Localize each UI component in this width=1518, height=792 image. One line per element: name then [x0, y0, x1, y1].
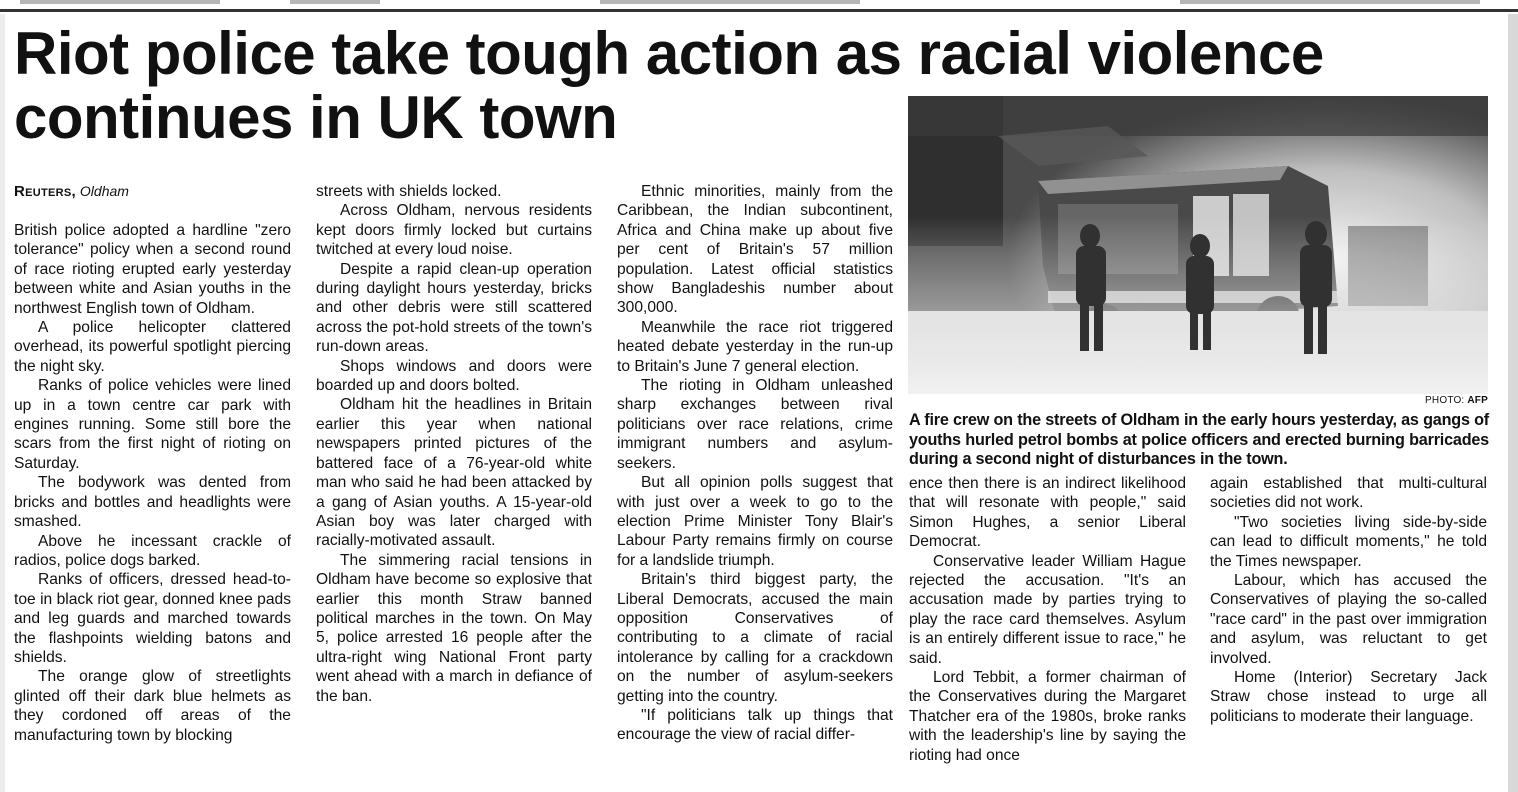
article-column-5 — [1210, 474, 1487, 726]
news-photo-fire-engine — [908, 96, 1488, 394]
paragraph: Conservative leader William Hague rejected the accusation. "It's an accusation made by parties trying to play the race card themselves. Asylum is an entirely different issue to race," he said. — [909, 552, 1186, 667]
paragraph: Meanwhile the race riot triggered heated debate yesterday in the run-up to Britain's June 7 general election. — [617, 318, 893, 375]
paragraph: Britain's third biggest party, the Liberal Democrats, accused the main opposition Conservatives of contributing to a climate of racial intolerance by calling for a crackdown on the number of asylum-seekers getting into the country. — [617, 571, 893, 705]
article-headline: Riot police take tough action as racial violence continues in UK town — [14, 20, 1324, 151]
paragraph: Home (Interior) Secretary Jack Straw chose instead to urge all politicians to moderate their language. — [1210, 669, 1487, 725]
article-column-4 — [909, 474, 1186, 765]
paragraph: streets with shields locked. — [316, 183, 502, 200]
paragraph: Across Oldham, nervous residents kept doors firmly locked but curtains twitched at every loud noise. — [316, 202, 592, 259]
paragraph: Shops windows and doors were boarded up and doors bolted. — [316, 357, 592, 395]
page-top-rule — [0, 0, 1518, 14]
paragraph: British police adopted a hardline "zero tolerance" policy when a second round of race rioting erupted early yesterday between white and Asian youths in the northwest English town of Oldham. — [14, 222, 291, 317]
page-right-margin — [1508, 14, 1518, 792]
cropped-header-text — [20, 0, 220, 4]
paragraph: The bodywork was dented from bricks and bottles and headlights were smashed. — [14, 474, 291, 531]
paragraph: But all opinion polls suggest that with just over a week to go to the election Prime Minister Tony Blair's Labour Party remains firmly on course for a landslide triumph. — [617, 474, 893, 569]
photo-credit — [1360, 395, 1488, 406]
article-column-1 — [14, 221, 291, 745]
paragraph: "Two societies living side-by-side can lead to difficult moments," he told the Times newspaper. — [1210, 513, 1487, 570]
paragraph: Despite a rapid clean-up operation during daylight hours yesterday, bricks and other debris were still scattered across the pot-hold streets of the town's run-down areas. — [316, 260, 592, 356]
paragraph: "If politicians talk up things that encourage the view of racial differ- — [617, 706, 893, 744]
paragraph: Ethnic minorities, mainly from the Caribbean, the Indian subcontinent, Africa and China make up about five per cent of Britain's 57 million population. Latest official statistics show Bangladeshis number about 300,000. — [617, 183, 893, 317]
paragraph: Ranks of officers, dressed head-to-toe in black riot gear, donned knee pads and leg guards and marched towards the flashpoints wielding batons and shields. — [14, 571, 291, 666]
paragraph: Lord Tebbit, a former chairman of the Conservatives during the Margaret Thatcher era of the 1980s, broke ranks with the leadership's line by saying the rioting had once — [909, 669, 1186, 764]
top-rule-line — [0, 9, 1518, 12]
page-left-margin — [0, 14, 5, 792]
paragraph: The simmering racial tensions in Oldham have become so explosive that earlier this month Straw banned political marches in the town. On May 5, police arrested 16 people after the ultra-right wing National Front party went ahead with a march in defiance of the ban. — [316, 551, 592, 705]
paragraph: ence then there is an indirect likelihood that will resonate with people," said Simon Hughes, a senior Liberal Democrat. — [909, 475, 1186, 551]
cropped-header-text — [600, 0, 860, 4]
cropped-header-text — [290, 0, 380, 4]
paragraph: Oldham hit the headlines in Britain earlier this year when national newspapers printed pictures of the battered face of a 76-year-old white man who said he had been attacked by a gang of Asian youths. A 15-year-old Asian boy was later charged with racially-motivated assault. — [316, 396, 592, 550]
byline-agency: Reuters, — [14, 183, 77, 200]
paragraph: Ranks of police vehicles were lined up in a town centre car park with engines running. Some still bore the scars from the first night of rioting on Saturday. — [14, 377, 291, 472]
paragraph: Labour, which has accused the Conservatives of playing the so-called "race card" in the past over immigration and asylum, was reluctant to get involved. — [1210, 572, 1487, 667]
paragraph: A police helicopter clattered overhead, its powerful spotlight piercing the night sky. — [14, 319, 291, 375]
paragraph: The orange glow of streetlights glinted off their dark blue helmets as they cordoned off areas of the manufacturing town by blocking — [14, 668, 291, 744]
paragraph: Above he incessant crackle of radios, police dogs barked. — [14, 532, 291, 569]
article-column-3 — [617, 182, 893, 745]
article-column-2 — [316, 182, 592, 706]
byline — [14, 183, 129, 200]
paragraph: The rioting in Oldham unleashed sharp exchanges between rival politicians over race relations, crime immigrant numbers and asylum-seekers. — [617, 377, 893, 472]
cropped-header-text — [1180, 0, 1480, 4]
photo-caption: A fire crew on the streets of Oldham in the early hours yesterday, as gangs of youths hurled petrol bombs at police officers and erected burning barricades during a second night of disturbances in the town. — [909, 411, 1489, 468]
photo-credit-label: PHOTO: — [1425, 395, 1465, 406]
photo-credit-source: AFP — [1467, 395, 1488, 406]
paragraph: again established that multi-cultural societies did not work. — [1210, 475, 1487, 512]
byline-location: Oldham — [79, 183, 129, 199]
